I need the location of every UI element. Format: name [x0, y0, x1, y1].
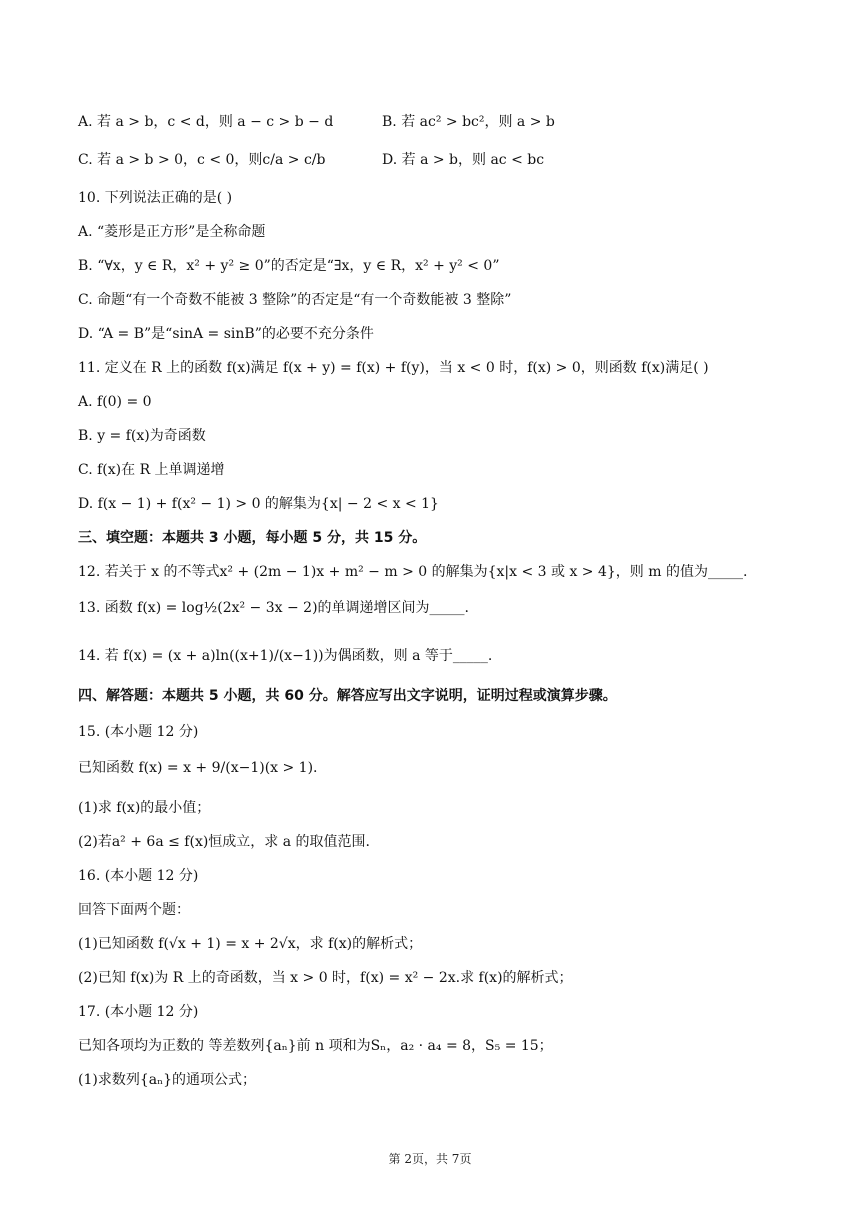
q15-stem: 已知函数 f(x) = x + 9/(x−1)(x > 1).	[78, 760, 318, 776]
q10-option-b: B. “∀x，y ∈ R，x² + y² ≥ 0”的否定是“∃x，y ∈ R，x² + y² < 0”	[78, 258, 500, 274]
q9-option-b: B. 若 ac² > bc²，则 a > b	[382, 114, 555, 130]
q12: 12. 若关于 x 的不等式x² + (2m − 1)x + m² − m > 0 的解集为{x|x < 3 或 x > 4}，则 m 的值为_____.	[78, 564, 748, 580]
page-footer: 第 2页，共 7页	[388, 1152, 472, 1166]
q9-option-d: D. 若 a > b，则 ac < bc	[382, 152, 545, 168]
q17-part-1: (1)求数列{aₙ}的通项公式；	[78, 1072, 257, 1088]
q9-option-a: A. 若 a > b，c < d，则 a − c > b − d	[78, 114, 334, 130]
q13: 13. 函数 f(x) = log½(2x² − 3x − 2)的单调递增区间为_____.	[78, 600, 469, 616]
q14: 14. 若 f(x) = (x + a)ln((x+1)/(x−1))为偶函数，则 a 等于_____.	[78, 648, 493, 664]
q17-stem: 已知各项均为正数的 等差数列{aₙ}前 n 项和为Sₙ，a₂ · a₄ = 8，S₅ = 15；	[78, 1038, 553, 1054]
q15-header: 15. (本小题 12 分)	[78, 724, 199, 740]
q11-option-a: A. f(0) = 0	[78, 394, 152, 410]
q15-part-2: (2)若a² + 6a ≤ f(x)恒成立，求 a 的取值范围.	[78, 834, 371, 850]
q16-header: 16. (本小题 12 分)	[78, 868, 199, 884]
section-heading-solutions: 四、解答题：本题共 5 小题，共 60 分。解答应写出文字说明，证明过程或演算步骤。	[78, 688, 617, 704]
q16-part-2: (2)已知 f(x)为 R 上的奇函数，当 x > 0 时，f(x) = x² − 2x.求 f(x)的解析式；	[78, 970, 573, 986]
q9-option-c: C. 若 a > b > 0，c < 0，则c/a > c/b	[78, 152, 326, 168]
q17-header: 17. (本小题 12 分)	[78, 1004, 199, 1020]
q16-part-1: (1)已知函数 f(√x + 1) = x + 2√x，求 f(x)的解析式；	[78, 936, 423, 952]
q10-option-a: A. “菱形是正方形”是全称命题	[78, 224, 266, 240]
q11-option-c: C. f(x)在 R 上单调递增	[78, 462, 225, 478]
q10-option-d: D. “A = B”是“sinA = sinB”的必要不充分条件	[78, 326, 374, 342]
q10-option-c: C. 命题“有一个奇数不能被 3 整除”的否定是“有一个奇数能被 3 整除”	[78, 292, 512, 308]
q11-option-b: B. y = f(x)为奇函数	[78, 428, 206, 444]
q16-stem: 回答下面两个题：	[78, 902, 190, 918]
q10-stem: 10. 下列说法正确的是( )	[78, 190, 233, 206]
section-heading-fill-in: 三、填空题：本题共 3 小题，每小题 5 分，共 15 分。	[78, 530, 427, 546]
q15-part-1: (1)求 f(x)的最小值；	[78, 800, 211, 816]
q11-stem: 11. 定义在 R 上的函数 f(x)满足 f(x + y) = f(x) + f(y)，当 x < 0 时，f(x) > 0，则函数 f(x)满足( )	[78, 360, 709, 376]
q11-option-d: D. f(x − 1) + f(x² − 1) > 0 的解集为{x| − 2 < x < 1}	[78, 496, 439, 512]
